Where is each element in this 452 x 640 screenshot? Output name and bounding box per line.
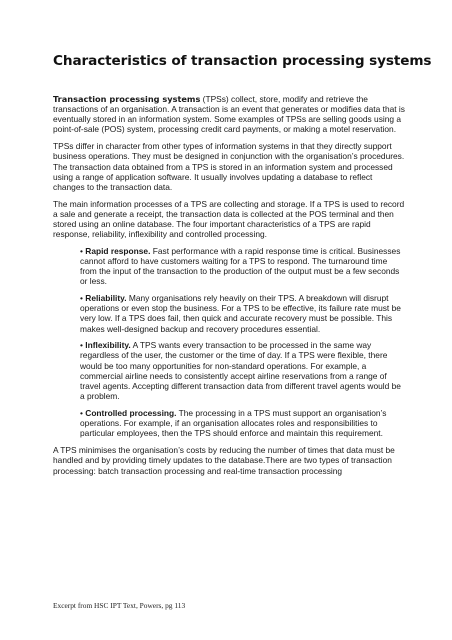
list-item-rapid-response [80,246,405,287]
list-item-reliability [80,293,405,334]
intro-paragraph [53,94,405,135]
bullet-term: Controlled processing. [85,407,177,418]
paragraph-4: A TPS minimises the organisation’s costs by reducing the number of times that data must be handled and by providing timely updates to the database.There are two types of transaction processing: batch transaction processing and real-time transaction processing [53,445,395,476]
bullet-marker: • [80,245,83,256]
paragraph-3: The main information processes of a TPS are collecting and storage. If a TPS is used to record a sale and generate a receipt, the transaction data is collected at the POS terminal and then stored using an online database. The four important characteristics of a TPS are rapid response, reliability, inflexibility and controlled processing. [53,198,405,240]
list-item-controlled-processing [80,408,405,438]
bullet-text: A TPS wants every transaction to be processed in the same way regardless of the user, the customer or the time of day. If a TPS were flexible, there would be too many opportunities for non-standard operations. For example, a commercial airline needs to consistently accept airline reservations from a range of travel agents. Accepting different transaction data from different travel agents would be a problem. [80,340,401,402]
characteristics-list [53,246,405,438]
bullet-term: Inflexibility. [85,340,131,351]
bullet-term: Rapid response. [85,245,151,256]
page-title: Characteristics of transaction processing systems [53,53,432,69]
source-footer: Excerpt from HSC IPT Text, Powers, pg 113 [53,601,186,610]
bullet-marker: • [80,340,83,351]
intro-text: (TPSs) collect, store, modify and retrieve the transactions of an organisation. A transaction is an event that generates or modifies data that is eventually stored in an information system. Some examples of TPSs are selling goods using a point-of-sale (POS) system, processing credit card payments, or making a motel reservation. [53,94,405,135]
bullet-text: Many organisations rely heavily on their TPS. A breakdown will disrupt operations or even stop the business. For a TPS to be effective, its failure rate must be very low. If a TPS does fail, then quick and accurate recovery must be possible. This makes well-designed backup and recovery procedures essential. [80,293,401,334]
bullet-text: Fast performance with a rapid response time is critical. Businesses cannot afford to have customers waiting for a TPS to respond. The turnaround time from the input of the transaction to the production of the output must be a few seconds or less. [80,245,401,287]
bullet-marker: • [80,293,83,304]
list-item-inflexibility [80,340,405,401]
bullet-marker: • [80,407,83,418]
bullet-text: The processing in a TPS must support an organisation’s operations. For example, if an organisation allocates roles and responsibilities to particular employees, then the TPS should enforce and maintain this requirement. [80,407,387,439]
bullet-term: Reliability. [85,293,127,304]
paragraph-2: TPSs differ in character from other types of information systems in that they directly support business operations. They must be designed in conjunction with the organisation’s procedures. The transaction data obtained from a TPS is stored in an information system and processed using a range of application software. It usually involves updating a database to reflect changes to the transaction data. [53,141,405,192]
intro-lead-term: Transaction processing systems [53,94,201,104]
document-body [53,94,405,482]
